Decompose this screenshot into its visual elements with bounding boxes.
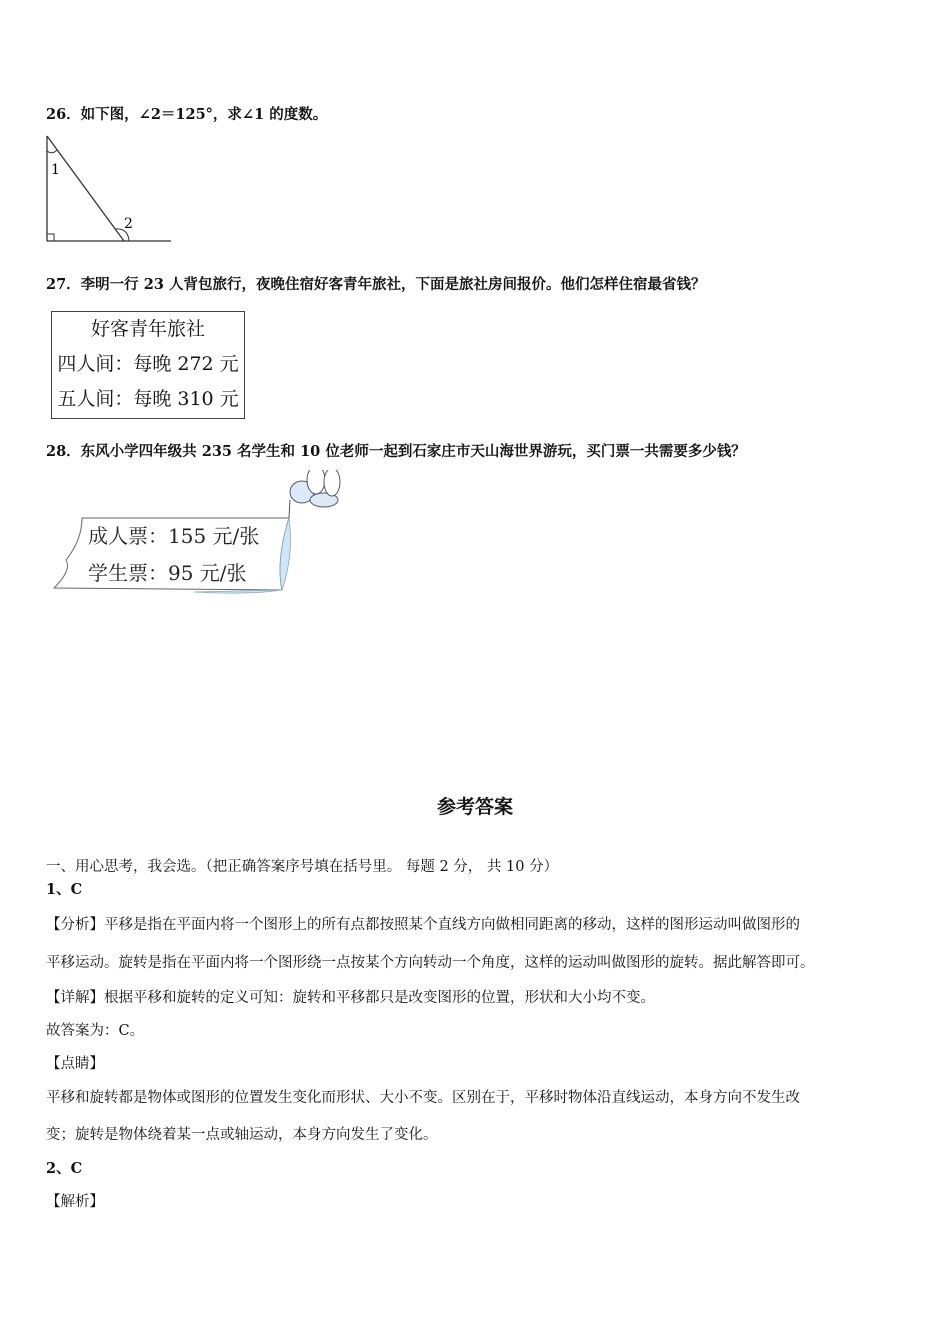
four-person-room-price: 四人间：每晚 272 元 <box>57 353 239 375</box>
answer-line: 【点睛】 <box>46 1056 104 1072</box>
hotel-name: 好客青年旅社 <box>90 318 205 340</box>
triangle-figure <box>44 134 174 246</box>
hotel-price-sign <box>51 311 245 419</box>
answer-line: 平移运动。旋转是指在平面内将一个图形绕一点按某个方向转动一个角度，这样的运动叫做图形的旋转。据此解答即可。 <box>46 955 815 971</box>
answer-line: 1、C <box>46 881 83 898</box>
answers-section-heading: 一、用心思考，我会选。（把正确答案序号填在括号里。 每题 2 分， 共 10 分） <box>46 859 559 875</box>
angle-1-label: 1 <box>51 162 60 178</box>
answer-line: 2、C <box>46 1160 83 1177</box>
question-28: 28．东风小学四年级共 235 名学生和 10 位老师一起到石家庄市天山海世界游玩，买门票一共需要多少钱？ <box>46 443 746 460</box>
student-ticket-price: 学生票：95 元/张 <box>88 561 247 585</box>
answer-line: 故答案为：C。 <box>46 1023 145 1039</box>
bee-icon <box>289 470 340 518</box>
question-26: 26．如下图，∠2＝125°，求∠1 的度数。 <box>46 106 328 123</box>
answer-line: 变；旋转是物体绕着某一点或轴运动，本身方向发生了变化。 <box>46 1127 438 1143</box>
answer-line: 【详解】根据平移和旋转的定义可知：旋转和平移都只是改变图形的位置，形状和大小均不变。 <box>46 990 655 1006</box>
adult-ticket-price: 成人票：155 元/张 <box>88 524 260 548</box>
angle-2-label: 2 <box>124 216 133 232</box>
answer-line: 【解析】 <box>46 1194 104 1210</box>
question-27: 27．李明一行 23 人背包旅行，夜晚住宿好客青年旅社，下面是旅社房间报价。他们怎样住宿最省钱？ <box>46 276 706 293</box>
answer-line: 【分析】平移是指在平面内将一个图形上的所有点都按照某个直线方向做相同距离的移动，这样的图形运动叫做图形的 <box>46 917 800 933</box>
answer-line: 平移和旋转都是物体或图形的位置发生变化而形状、大小不变。区别在于，平移时物体沿直线运动，本身方向不发生改 <box>46 1090 800 1106</box>
answers-title: 参考答案 <box>436 796 513 818</box>
five-person-room-price: 五人间：每晚 310 元 <box>57 388 239 410</box>
